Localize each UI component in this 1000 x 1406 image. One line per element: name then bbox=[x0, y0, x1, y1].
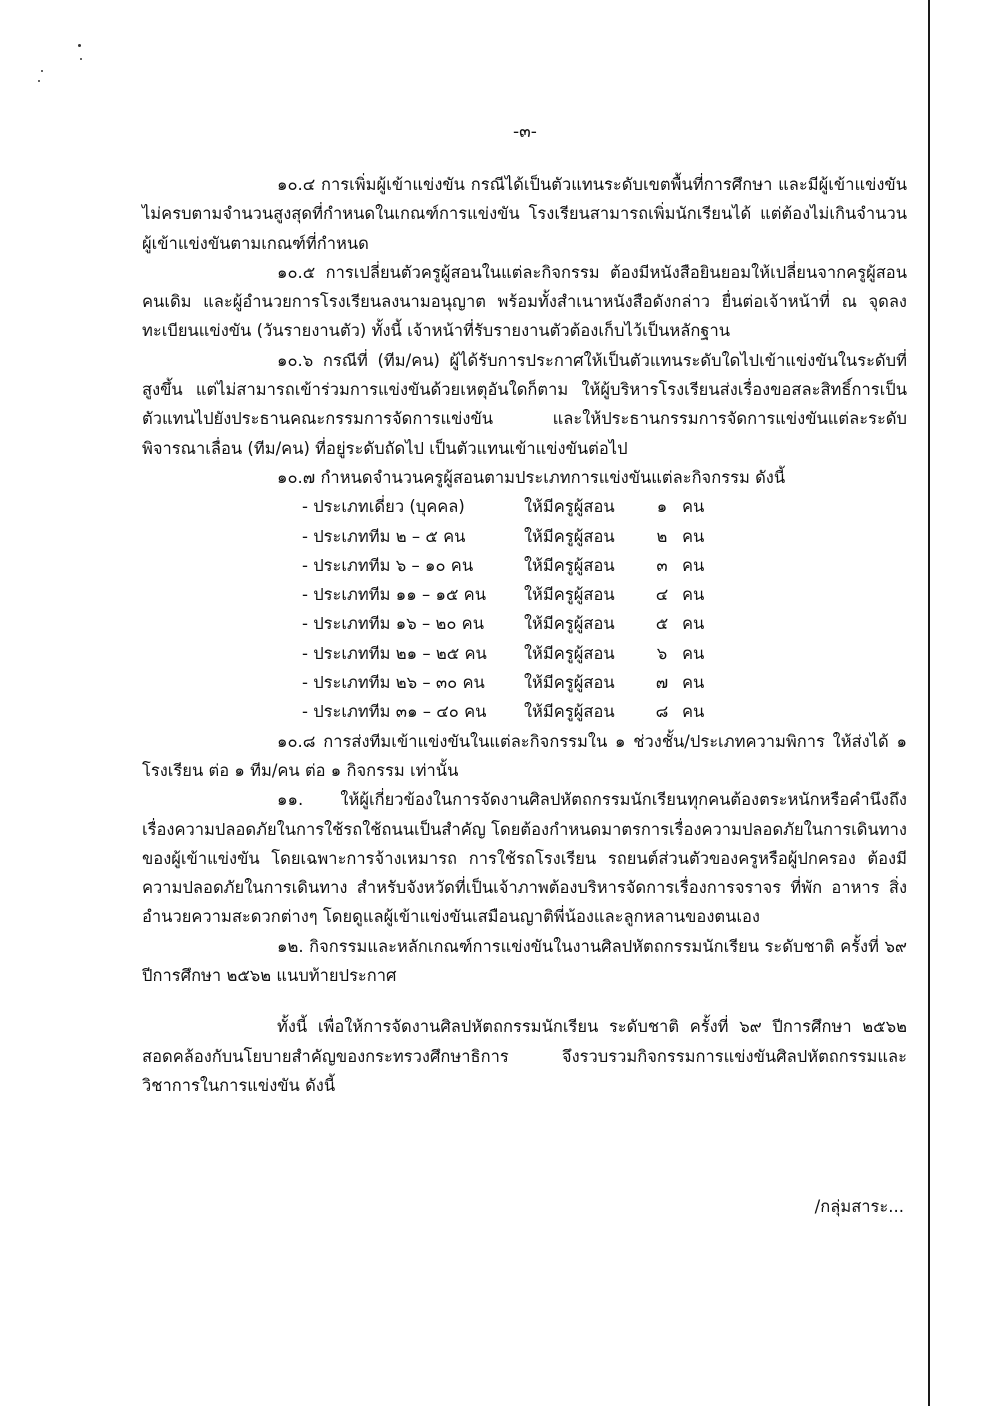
list-item bbox=[142, 580, 907, 609]
teacher-label: ให้มีครูผู้สอน bbox=[524, 526, 615, 546]
teacher-label: ให้มีครูผู้สอน bbox=[524, 673, 615, 693]
teacher-label: ให้มีครูผู้สอน bbox=[524, 555, 615, 575]
teacher-label: ให้มีครูผู้สอน bbox=[524, 643, 615, 663]
teacher-unit: คน bbox=[682, 585, 705, 605]
page-number: -๓- bbox=[513, 122, 537, 142]
list-item bbox=[142, 522, 907, 551]
teacher-count-list bbox=[142, 492, 907, 726]
teacher-count: ๗ bbox=[655, 673, 669, 693]
teacher-count: ๕ bbox=[655, 614, 669, 634]
list-item bbox=[142, 639, 907, 668]
scan-speck bbox=[38, 80, 40, 82]
competition-type: - ประเภททีม ๑๖ – ๒๐ คน bbox=[302, 614, 484, 634]
scan-speck bbox=[80, 58, 82, 60]
teacher-unit: คน bbox=[682, 497, 705, 517]
document-body bbox=[142, 170, 907, 1100]
teacher-count: ๒ bbox=[656, 526, 668, 546]
list-item bbox=[142, 551, 907, 580]
teacher-unit: คน bbox=[682, 526, 705, 546]
scan-speck bbox=[78, 44, 81, 47]
teacher-label: ให้มีครูผู้สอน bbox=[524, 497, 615, 517]
closing-paragraph: ทั้งนี้ เพื่อให้การจัดงานศิลปหัตถกรรมนักเรียน ระดับชาติ ครั้งที่ ๖๙ ปีการศึกษา ๒๕๖๒ สอดคล้องกับนโยบายสำคัญของกระทรวงศึกษาธิการ จึงรวบรวมกิจกรรมการแข่งขันศิลปหัตถกรรมและวิชาการในการแข่งขัน ดังนี้ bbox=[142, 1017, 907, 1095]
competition-type: - ประเภททีม ๒ – ๕ คน bbox=[302, 526, 466, 546]
scan-speck bbox=[41, 70, 43, 72]
teacher-unit: คน bbox=[682, 702, 705, 722]
list-item bbox=[142, 609, 907, 638]
competition-type: - ประเภททีม ๒๑ – ๒๕ คน bbox=[302, 643, 487, 663]
list-item bbox=[142, 492, 907, 521]
teacher-unit: คน bbox=[682, 614, 705, 634]
competition-type: - ประเภททีม ๓๑ – ๔๐ คน bbox=[302, 702, 487, 722]
teacher-count: ๓ bbox=[656, 555, 668, 575]
teacher-count: ๘ bbox=[655, 702, 669, 722]
teacher-label: ให้มีครูผู้สอน bbox=[524, 702, 615, 722]
teacher-label: ให้มีครูผู้สอน bbox=[524, 585, 615, 605]
teacher-label: ให้มีครูผู้สอน bbox=[524, 614, 615, 634]
teacher-count: ๑ bbox=[656, 497, 668, 517]
competition-type: - ประเภทเดี่ยว (บุคคล) bbox=[302, 497, 465, 517]
teacher-count: ๖ bbox=[656, 643, 668, 663]
paragraph-10-4: ๑๐.๔ การเพิ่มผู้เข้าแข่งขัน กรณีได้เป็นตัวแทนระดับเขตพื้นที่การศึกษา และมีผู้เข้าแข่งขันไม่ครบตามจำนวนสูงสุดที่กำหนดในเกณฑ์การแข่งขัน โรงเรียนสามารถเพิ่มนักเรียนได้ แต่ต้องไม่เกินจำนวนผู้เข้าแข่งขันตามเกณฑ์ที่กำหนด bbox=[142, 175, 907, 253]
list-item bbox=[142, 697, 907, 726]
competition-type: - ประเภททีม ๒๖ – ๓๐ คน bbox=[302, 673, 485, 693]
paragraph-10-7: ๑๐.๗ กำหนดจำนวนครูผู้สอนตามประเภทการแข่งขันแต่ละกิจกรรม ดังนี้ bbox=[277, 467, 786, 487]
teacher-unit: คน bbox=[682, 555, 705, 575]
paragraph-10-6: ๑๐.๖ กรณีที่ (ทีม/คน) ผู้ได้รับการประกาศให้เป็นตัวแทนระดับใดไปเข้าแข่งขันในระดับที่สูงขึ้น แต่ไม่สามารถเข้าร่วมการแข่งขันด้วยเหตุอันใดก็ตาม ให้ผู้บริหารโรงเรียนส่งเรื่องขอสละสิทธิ์การเป็นตัวแทนไปยังประธานคณะกรรมการจัดการแข่งขัน และให้ประธานกรรมการจัดการแข่งขันแต่ละระดับพิจารณาเลื่อน (ทีม/คน) ที่อยู่ระดับถัดไป เป็นตัวแทนเข้าแข่งขันต่อไป bbox=[142, 350, 907, 458]
scan-edge-line bbox=[928, 0, 930, 1406]
list-item bbox=[142, 668, 907, 697]
continuation-note: /กลุ่มสาระ... bbox=[814, 1197, 904, 1216]
paragraph-11: ๑๑. ให้ผู้เกี่ยวข้องในการจัดงานศิลปหัตถกรรมนักเรียนทุกคนต้องตระหนักหรือคำนึงถึงเรื่องความปลอดภัยในการใช้รถใช้ถนนเป็นสำคัญ โดยต้องกำหนดมาตรการเรื่องความปลอดภัยในการเดินทางของผู้เข้าแข่งขัน โดยเฉพาะการจ้างเหมารถ การใช้รถโรงเรียน รถยนต์ส่วนตัวของครูหรือผู้ปกครอง ต้องมีความปลอดภัยในการเดินทาง สำหรับจังหวัดที่เป็นเจ้าภาพต้องบริหารจัดการเรื่องการจราจร ที่พัก อาหาร สิ่งอำนวยความสะดวกต่างๆ โดยดูแลผู้เข้าแข่งขันเสมือนญาติพี่น้องและลูกหลานของตนเอง bbox=[142, 790, 907, 927]
paragraph-10-5: ๑๐.๕ การเปลี่ยนตัวครูผู้สอนในแต่ละกิจกรรม ต้องมีหนังสือยินยอมให้เปลี่ยนจากครูผู้สอนคนเดิม และผู้อำนวยการโรงเรียนลงนามอนุญาต พร้อมทั้งสำเนาหนังสือดังกล่าว ยื่นต่อเจ้าหน้าที่ ณ จุดลงทะเบียนแข่งขัน (วันรายงานตัว) ทั้งนี้ เจ้าหน้าที่รับรายงานตัวต้องเก็บไว้เป็นหลักฐาน bbox=[142, 262, 907, 341]
paragraph-12: ๑๒. กิจกรรมและหลักเกณฑ์การแข่งขันในงานศิลปหัตถกรรมนักเรียน ระดับชาติ ครั้งที่ ๖๙ ปีการศึกษา ๒๕๖๒ แนบท้ายประกาศ bbox=[142, 936, 907, 986]
paragraph-10-8: ๑๐.๘ การส่งทีมเข้าแข่งขันในแต่ละกิจกรรมใน ๑ ช่วงชั้น/ประเภทความพิการ ให้ส่งได้ ๑ โรงเรียน ต่อ ๑ ทีม/คน ต่อ ๑ กิจกรรม เท่านั้น bbox=[142, 731, 907, 780]
competition-type: - ประเภททีม ๑๑ – ๑๕ คน bbox=[302, 585, 486, 605]
teacher-unit: คน bbox=[682, 673, 705, 693]
teacher-unit: คน bbox=[682, 643, 705, 663]
teacher-count: ๔ bbox=[655, 585, 669, 605]
competition-type: - ประเภททีม ๖ – ๑๐ คน bbox=[302, 555, 474, 575]
